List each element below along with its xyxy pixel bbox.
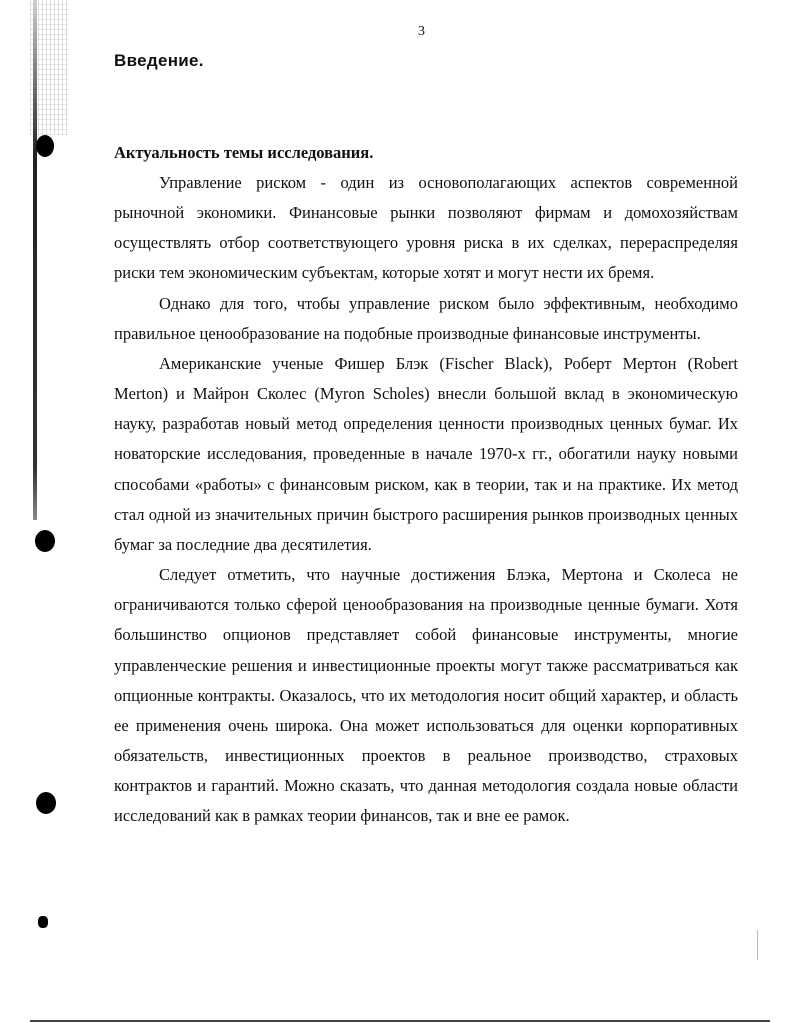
scan-speck — [38, 916, 48, 928]
page-number: 3 — [418, 24, 425, 39]
paragraph: Однако для того, чтобы управление риском было эффективным, необходимо правильное ценообразование на подобные производные финансовые инструменты. — [114, 293, 738, 343]
paragraph: Американские ученые Фишер Блэк (Fischer Black), Роберт Мертон (Robert Merton) и Майрон Сколес (Myron Scholes) внесли большой вклад в экономическую науку, разработав новый метод определения ценности производных ценных бумаг. Их новаторские исследования, проведенные в начале 1970-х гг., обогатили науку новыми способами «работы» с финансовым риском, как в теории, так и на практике. Их метод стал одной из значительных причин быстрого расширения рынков производных ценных бумаг за последние два десятилетия. — [114, 353, 738, 554]
scan-binding-edge — [33, 0, 37, 520]
scan-bottom-edge — [30, 1020, 770, 1022]
punch-hole — [35, 530, 55, 552]
scan-mark — [757, 930, 758, 960]
paragraph: Следует отметить, что научные достижения Блэка, Мертона и Сколеса не ограничиваются только сферой ценообразования на производные ценные бумаги. Хотя большинство опционов представляет собой финансовые инструменты, многие управленческие решения и инвестиционные проекты могут также рассматриваться как опционные контракты. Оказалось, что их методология носит общий характер, и область ее применения очень широка. Она может использоваться для оценки корпоративных обязательств, инвестиционных проектов в реальное производство, страховых контрактов и гарантий. Можно сказать, что данная методология создала новые области исследований как в рамках теории финансов, так и вне ее рамок. — [114, 565, 738, 826]
section-heading: Введение. — [114, 51, 204, 70]
subsection-heading: Актуальность темы исследования. — [114, 143, 374, 162]
body-text — [114, 168, 738, 831]
paragraph: Управление риском - один из основополагающих аспектов современной рыночной экономики. Финансовые рынки позволяют фирмам и домохозяйствам осуществлять отбор соответствующего уровня риска в их сделках, перераспределяя риски тем экономическим субъектам, которые хотят и могут нести их бремя. — [114, 173, 738, 283]
punch-hole — [36, 792, 56, 814]
punch-hole — [36, 135, 54, 157]
